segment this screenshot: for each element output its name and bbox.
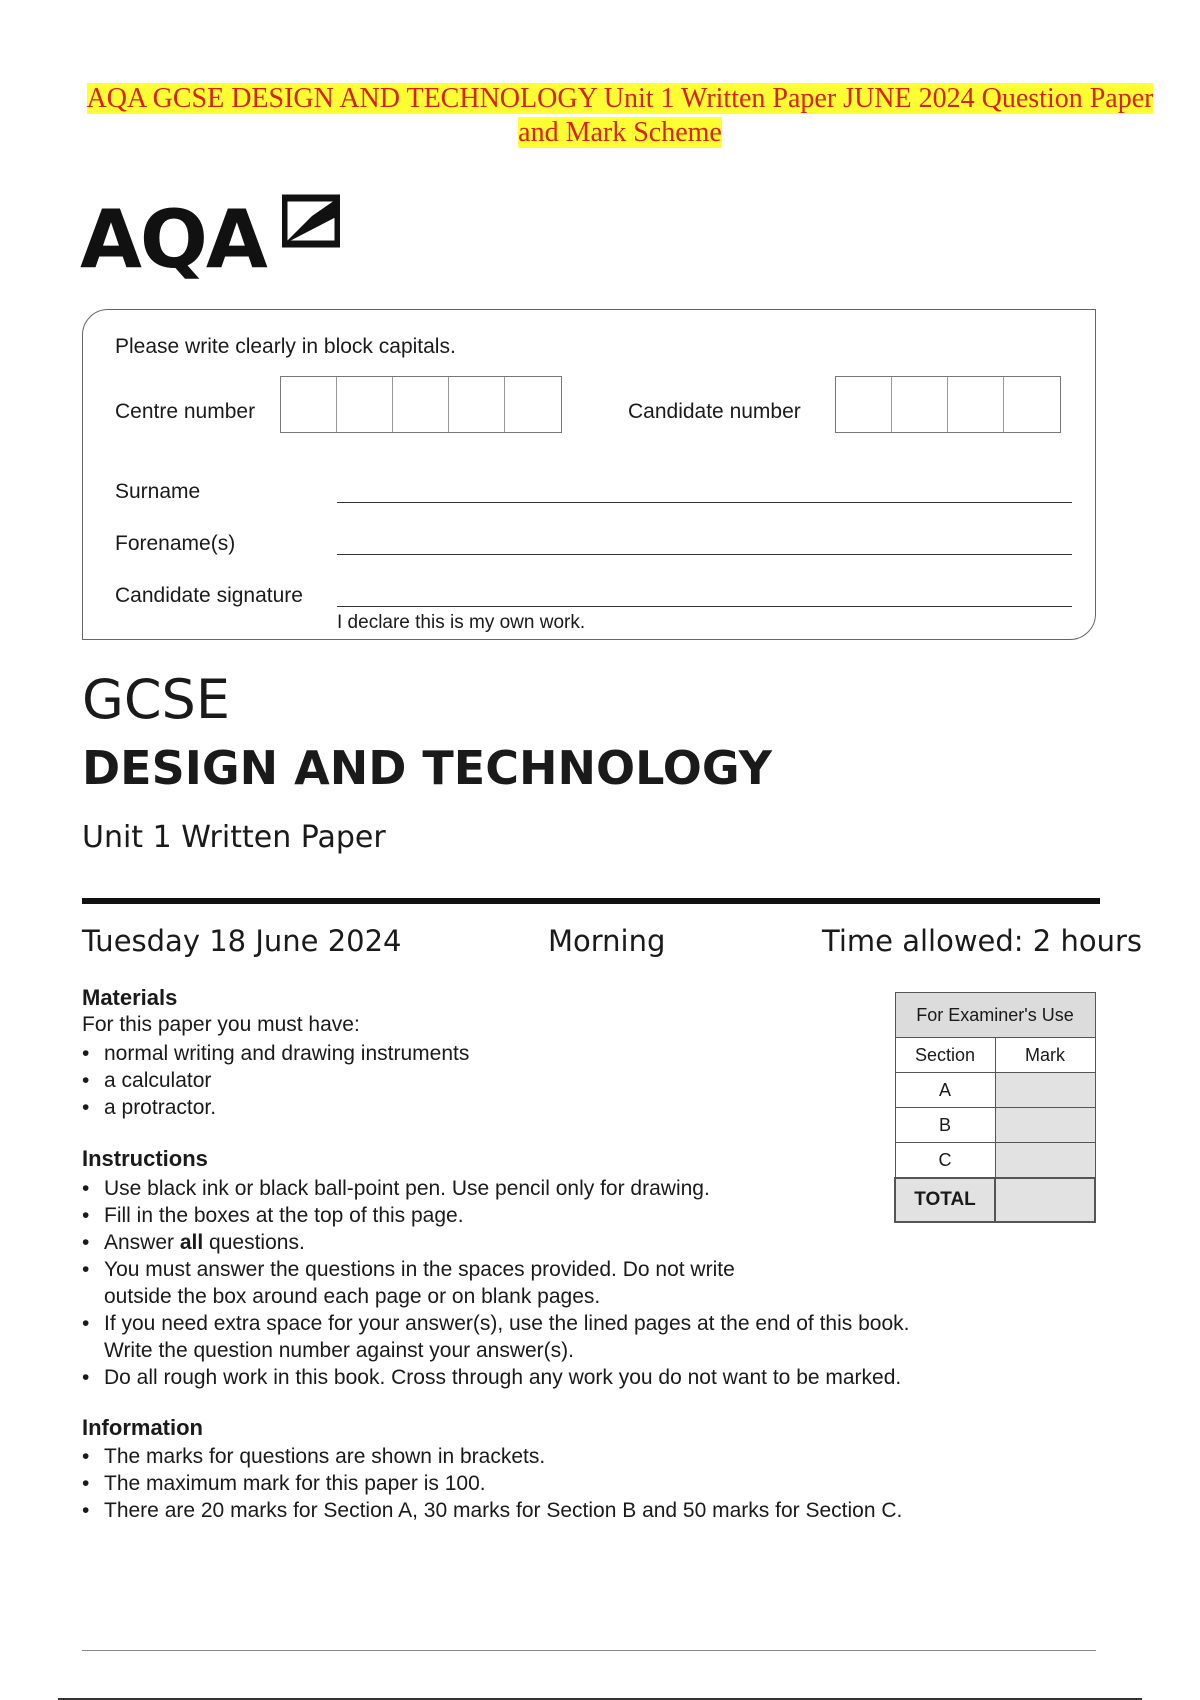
centre-number-box[interactable] xyxy=(281,377,337,432)
list-item-line: If you need extra space for your answer(s), use the lined pages at the end of this book. xyxy=(104,1312,910,1335)
qualification-title: GCSE xyxy=(82,668,230,731)
footer-rule xyxy=(82,1650,1096,1651)
list-item: • The maximum mark for this paper is 100. xyxy=(82,1470,902,1497)
own-work-declaration: I declare this is my own work. xyxy=(337,612,586,633)
list-item: • a protractor. xyxy=(82,1094,469,1121)
title-divider xyxy=(82,898,1100,904)
mark-cell xyxy=(995,1073,1095,1108)
examiner-use-table xyxy=(894,992,1096,1223)
materials-intro: For this paper you must have: xyxy=(82,1013,360,1036)
subject-title: DESIGN AND TECHNOLOGY xyxy=(82,741,772,795)
mark-column-header: Mark xyxy=(995,1038,1095,1073)
total-mark-cell xyxy=(995,1178,1095,1222)
centre-number-box[interactable] xyxy=(505,377,561,432)
examiner-table-title: For Examiner's Use xyxy=(895,993,1095,1038)
candidate-number-box[interactable] xyxy=(1004,377,1060,432)
list-item: • Do all rough work in this book. Cross through any work you do not want to be marked. xyxy=(82,1364,909,1391)
exam-session: Morning xyxy=(548,924,666,958)
list-item: • The marks for questions are shown in brackets. xyxy=(82,1443,902,1470)
centre-number-box[interactable] xyxy=(449,377,505,432)
aqa-logo-mark-icon xyxy=(282,194,340,248)
exam-date: Tuesday 18 June 2024 xyxy=(82,924,402,958)
section-label: C xyxy=(895,1143,995,1179)
aqa-logo-text: AQA xyxy=(80,193,266,286)
centre-number-boxes[interactable] xyxy=(280,376,562,433)
candidate-number-box[interactable] xyxy=(836,377,892,432)
total-label: TOTAL xyxy=(895,1178,995,1222)
answer-all-emphasis: all xyxy=(179,1231,204,1254)
instructions-heading: Instructions xyxy=(82,1146,208,1171)
materials-heading: Materials xyxy=(82,985,178,1010)
surname-field[interactable] xyxy=(337,502,1072,503)
list-item: • normal writing and drawing instruments xyxy=(82,1040,469,1067)
block-capitals-instruction: Please write clearly in block capitals. xyxy=(115,335,456,358)
instructions-list xyxy=(82,1175,909,1391)
signature-label: Candidate signature xyxy=(115,584,303,607)
candidate-number-boxes[interactable] xyxy=(835,376,1061,433)
signature-field[interactable] xyxy=(337,606,1072,607)
list-item: • a calculator xyxy=(82,1067,469,1094)
information-heading: Information xyxy=(82,1415,203,1440)
table-row xyxy=(895,1178,1095,1222)
list-item-line: You must answer the questions in the spaces provided. Do not write xyxy=(104,1258,735,1281)
list-item-line: outside the box around each page or on blank pages. xyxy=(104,1285,601,1308)
answer-prefix: Answer xyxy=(104,1231,180,1254)
forename-label: Forename(s) xyxy=(115,532,236,555)
table-row xyxy=(895,1073,1095,1108)
list-item-line: Write the question number against your answer(s). xyxy=(104,1339,574,1362)
list-item: • Use black ink or black ball-point pen. Use pencil only for drawing. xyxy=(82,1175,909,1202)
aqa-logo xyxy=(80,190,350,290)
centre-number-box[interactable] xyxy=(393,377,449,432)
surname-label: Surname xyxy=(115,480,201,503)
list-item xyxy=(82,1310,909,1364)
banner-line-1: AQA GCSE DESIGN AND TECHNOLOGY Unit 1 Written Paper JUNE 2024 Question Paper xyxy=(86,83,1154,114)
time-allowed: Time allowed: 2 hours xyxy=(822,924,1142,958)
candidate-number-box[interactable] xyxy=(948,377,1004,432)
centre-number-label: Centre number xyxy=(115,400,256,423)
mark-cell xyxy=(995,1108,1095,1143)
document-banner-title xyxy=(60,82,1180,150)
list-item xyxy=(82,1229,909,1256)
list-item: • There are 20 marks for Section A, 30 marks for Section B and 50 marks for Section C. xyxy=(82,1497,902,1524)
centre-number-box[interactable] xyxy=(337,377,393,432)
section-column-header: Section xyxy=(895,1038,995,1073)
list-item: • Fill in the boxes at the top of this page. xyxy=(82,1202,909,1229)
table-row xyxy=(895,1108,1095,1143)
section-label: B xyxy=(895,1108,995,1143)
section-label: A xyxy=(895,1073,995,1108)
candidate-number-label: Candidate number xyxy=(628,400,801,423)
candidate-number-box[interactable] xyxy=(892,377,948,432)
materials-list xyxy=(82,1040,469,1121)
candidate-details-box xyxy=(82,309,1096,640)
banner-line-2: and Mark Scheme xyxy=(518,117,722,148)
mark-cell xyxy=(995,1143,1095,1179)
table-row xyxy=(895,1143,1095,1179)
forename-field[interactable] xyxy=(337,554,1072,555)
answer-suffix: questions. xyxy=(203,1231,305,1254)
information-list xyxy=(82,1443,902,1524)
unit-title: Unit 1 Written Paper xyxy=(82,820,386,855)
list-item xyxy=(82,1256,909,1310)
